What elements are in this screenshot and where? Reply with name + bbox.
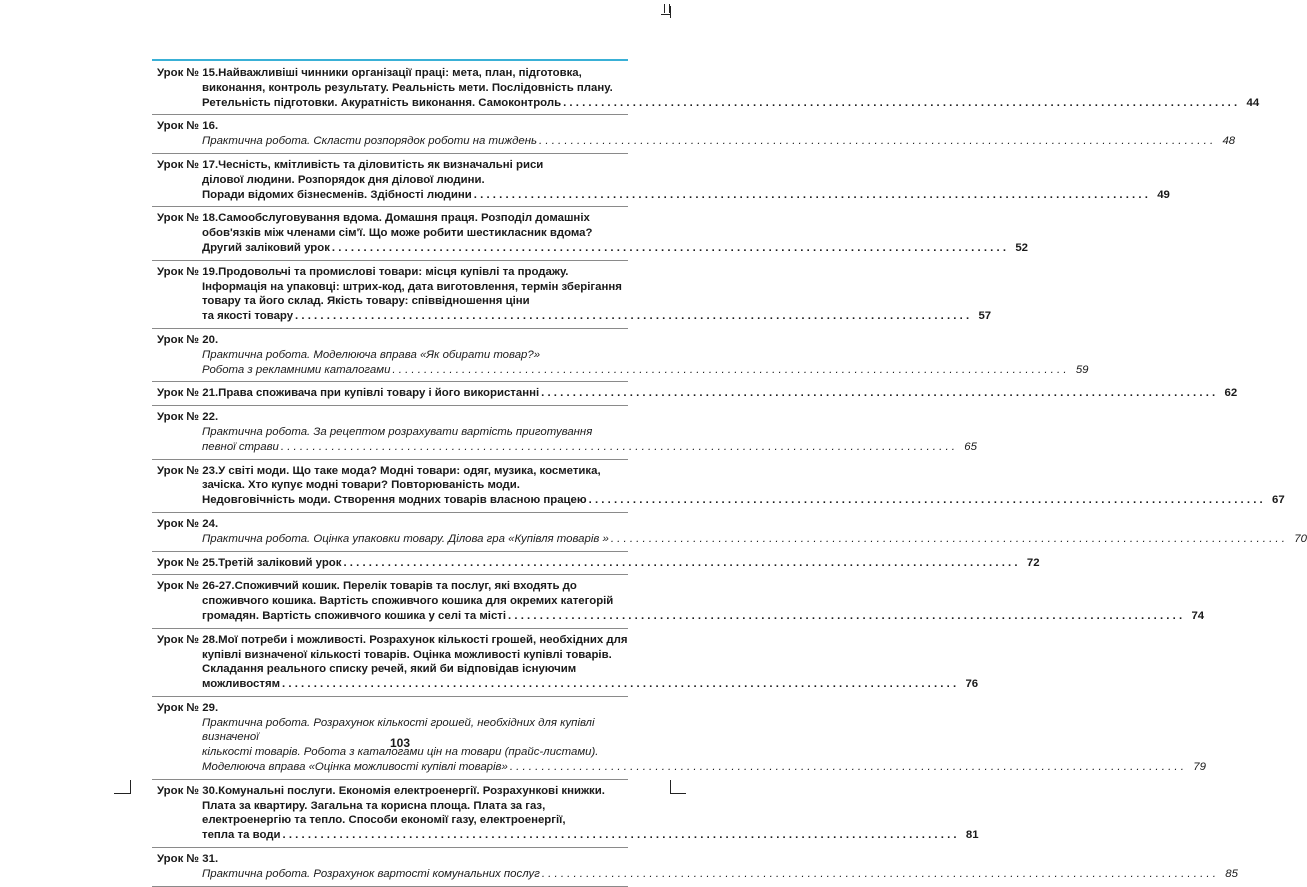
practical-work-text: Практична робота. Моделююча вправа «Як обирати товар?» [202, 348, 541, 361]
practical-work-text: Практична робота. Розрахунок кількості грошей, необхідних для купівлі визначеної [202, 716, 595, 744]
lesson-topic-text: Комунальні послуги. Економія електроенергії. Розрахункові книжки. [218, 784, 605, 797]
lesson-topic-text: Другий заліковий урок [202, 241, 330, 254]
lesson-label: Урок № 22. [157, 411, 219, 424]
toc-line [202, 348, 628, 363]
crop-mark [114, 793, 130, 794]
lesson-topic-text: Чесність, кмітливість та діловитість як визначальні риси [218, 158, 544, 171]
toc-line [202, 532, 1307, 547]
page-ref: 57 [978, 310, 992, 323]
page-ref: 81 [965, 829, 979, 842]
dot-leader [283, 828, 957, 843]
page-ref: 67 [1272, 494, 1285, 507]
practical-work-text: Моделююча вправа «Оцінка можливості купівлі товарів» [202, 761, 508, 774]
toc-line [218, 852, 628, 867]
toc-line [218, 211, 628, 226]
lesson-topic-text [218, 119, 221, 134]
dot-leader [563, 96, 1237, 111]
toc-line [202, 188, 1170, 203]
page-ref: 74 [1191, 609, 1205, 622]
lesson-label: Урок № 19. [157, 265, 219, 278]
toc-line [218, 119, 628, 134]
lesson-label: Урок № 23. [157, 464, 219, 477]
lesson-label: Урок № 28. [157, 633, 219, 646]
toc-line [202, 677, 978, 692]
toc-entry [152, 382, 1238, 406]
toc-line [218, 464, 628, 479]
lesson-topic-text: Споживчий кошик. Перелік товарів та послуг, які входять до [234, 580, 577, 593]
lesson-topic-text: громадян. Вартість споживчого кошика у селі та місті [202, 609, 507, 622]
toc-line [218, 517, 628, 532]
toc-line [202, 241, 1028, 256]
crop-mark [670, 780, 671, 794]
crop-mark [664, 4, 670, 13]
lesson-topic-text [218, 852, 221, 867]
toc-line [202, 760, 1206, 775]
toc-line [202, 425, 628, 440]
lesson-topic-text: можливостям [202, 678, 281, 691]
lesson-label: Урок № 21. [157, 387, 219, 400]
toc-line [202, 81, 628, 96]
toc-line [202, 309, 991, 324]
toc-line [202, 594, 628, 609]
toc-line [202, 280, 628, 295]
toc-entry [152, 780, 979, 848]
dot-leader [332, 241, 1006, 256]
toc-entry [152, 62, 1260, 115]
lesson-topic-text: Ретельність підготовки. Акуратність виконання. Самоконтроль [202, 96, 562, 109]
toc-line [202, 662, 628, 677]
dot-leader [541, 386, 1215, 401]
crop-mark [670, 793, 686, 794]
lesson-topic-text: Продовольчі та промислові товари: місця купівлі та продажу. [218, 265, 569, 278]
page-ref: 85 [1225, 867, 1238, 880]
toc-entry [152, 575, 1205, 628]
dot-leader [282, 677, 956, 692]
lesson-label: Урок № 20. [157, 333, 219, 346]
crop-mark [670, 6, 671, 18]
dot-leader [611, 532, 1285, 547]
toc-entry [152, 848, 1238, 887]
lesson-topic-text: Складання реального списку речей, який би відповідав існуючим [202, 663, 577, 676]
lesson-topic-text: та якості товару [202, 310, 294, 323]
lesson-label: Урок № 25. [157, 556, 219, 569]
toc-line [218, 556, 1039, 571]
lesson-label: Урок № 29. [157, 701, 219, 714]
crop-mark [661, 14, 671, 15]
page-ref: 62 [1224, 387, 1238, 400]
toc-entry [152, 513, 1307, 552]
dot-leader [510, 760, 1184, 775]
dot-leader [542, 867, 1216, 882]
lesson-topic-text: споживчого кошика. Вартість споживчого кошика для окремих категорій [202, 595, 614, 608]
dot-leader [589, 493, 1263, 508]
toc-line [218, 701, 628, 716]
toc-line [202, 134, 1235, 149]
lesson-topic-text: Плата за квартиру. Загальна та корисна площа. Плата за газ, [202, 799, 546, 812]
lesson-label: Урок № 15. [157, 67, 219, 79]
crop-mark [130, 780, 131, 794]
lesson-topic-text: У світі моди. Що таке мода? Модні товари: одяг, музика, косметика, [218, 464, 601, 477]
toc-line [202, 478, 628, 493]
toc-line [218, 265, 628, 280]
lesson-topic-text [218, 333, 221, 348]
toc-line [218, 784, 628, 799]
practical-work-text: Робота з рекламними каталогами [202, 363, 391, 376]
toc-line [202, 363, 1089, 378]
lesson-topic-text: зачіска. Хто купує модні товари? Повторюваність моди. [202, 479, 520, 492]
toc-line [218, 333, 628, 348]
lesson-topic-text: Мої потреби і можливості. Розрахунок кількості грошей, необхідних для [218, 633, 628, 646]
toc-line [235, 579, 628, 594]
toc-line [218, 158, 628, 173]
toc-line [202, 867, 1238, 882]
lesson-topic-text: тепла та води [202, 829, 281, 842]
toc-line [202, 173, 628, 188]
page-ref: 70 [1294, 532, 1307, 545]
dot-leader [392, 363, 1066, 378]
dot-leader [474, 188, 1148, 203]
lesson-topic-text: Поради відомих бізнесменів. Здібності людини [202, 188, 472, 201]
lesson-topic-text: Інформація на упаковці: штрих-код, дата виготовлення, термін зберігання [202, 280, 622, 293]
toc-line [202, 813, 628, 828]
page-ref: 76 [965, 678, 979, 691]
dot-leader [539, 134, 1213, 149]
lesson-topic-text: Третій заліковий урок [218, 556, 342, 569]
toc-line [202, 440, 977, 455]
page-ref: 49 [1157, 188, 1170, 201]
page-ref: 79 [1193, 761, 1206, 774]
toc-line [202, 799, 628, 814]
toc-line [218, 386, 1237, 401]
toc-entry [152, 207, 1028, 260]
lesson-topic-text [218, 701, 221, 716]
toc-line [202, 493, 1285, 508]
dot-leader [281, 440, 955, 455]
toc-entry [152, 154, 1170, 207]
toc-entry [152, 629, 979, 697]
lesson-label: Урок № 17. [157, 158, 219, 171]
lesson-topic-text: купівлі визначеної кількості товарів. Оцінка можливості купівлі товарів. [202, 648, 612, 661]
toc-entry [152, 329, 1089, 382]
lesson-topic-text [218, 410, 221, 425]
toc-entry [152, 552, 1040, 576]
practical-work-text: кількості товарів. Робота з каталогами цін на товари (прайс-листами). [202, 746, 599, 759]
practical-work-text: Практична робота. За рецептом розрахувати вартість приготування [202, 425, 593, 438]
practical-work-text: Практична робота. Скласти розпорядок роботи на тиждень [202, 135, 538, 148]
practical-work-text: Практична робота. Оцінка упаковки товару. Ділова гра «Купівля товарів » [202, 532, 609, 545]
toc-line [218, 66, 628, 81]
practical-work-text: певної страви [202, 440, 279, 453]
lesson-label: Урок № 26-27. [157, 580, 235, 593]
toc-line [202, 96, 1259, 111]
toc-line [202, 226, 628, 241]
page-ref: 48 [1222, 135, 1236, 148]
page-ref: 44 [1246, 96, 1260, 109]
toc-line [202, 294, 628, 309]
lesson-label: Урок № 24. [157, 517, 219, 530]
dot-leader [343, 556, 1017, 571]
toc-line [218, 410, 628, 425]
page-ref: 52 [1015, 241, 1028, 254]
lesson-topic-text [218, 517, 221, 532]
page-number: 103 [389, 736, 411, 750]
lesson-topic-text: обов'язків між членами сім'ї. Що може робити шестикласник вдома? [202, 227, 593, 240]
toc-entry [152, 115, 1236, 154]
table-of-contents [152, 62, 1307, 887]
toc-entry [152, 261, 992, 329]
lesson-topic-text: товару та його склад. Якість товару: співвідношення ціни [202, 295, 530, 308]
lesson-topic-text: виконання, контроль результату. Реальність мети. Послідовність плану. [202, 81, 613, 94]
page-ref: 72 [1026, 556, 1040, 569]
lesson-label: Урок № 31. [157, 853, 219, 866]
lesson-topic-text: Недовговічність моди. Створення модних товарів власною працею [202, 494, 587, 507]
lesson-topic-text: ділової людини. Розпорядок дня ділової людини. [202, 173, 485, 186]
page-ref: 65 [964, 440, 977, 453]
toc-line [202, 648, 628, 663]
toc-line [218, 633, 628, 648]
lesson-topic-text: електроенергію та тепло. Способи економії газу, електроенергії, [202, 814, 566, 827]
lesson-topic-text: Самообслуговування вдома. Домашня праця. Розподіл домашніх [218, 212, 590, 225]
lesson-label: Урок № 18. [157, 212, 219, 225]
practical-work-text: Практична робота. Розрахунок вартості комунальних послуг [202, 867, 540, 880]
toc-line [202, 609, 1204, 624]
toc-line [202, 828, 979, 843]
dot-leader [508, 609, 1182, 624]
lesson-label: Урок № 30. [157, 784, 219, 797]
header-rule [152, 59, 628, 61]
page-ref: 59 [1075, 363, 1089, 376]
lesson-topic-text: Найважливіші чинники організації праці: мета, план, підготовка, [218, 67, 582, 79]
dot-leader [295, 309, 969, 324]
toc-entry [152, 460, 1285, 513]
lesson-label: Урок № 16. [157, 120, 219, 133]
toc-entry [152, 406, 977, 459]
lesson-topic-text: Права споживача при купівлі товару і його використанні [218, 387, 540, 400]
